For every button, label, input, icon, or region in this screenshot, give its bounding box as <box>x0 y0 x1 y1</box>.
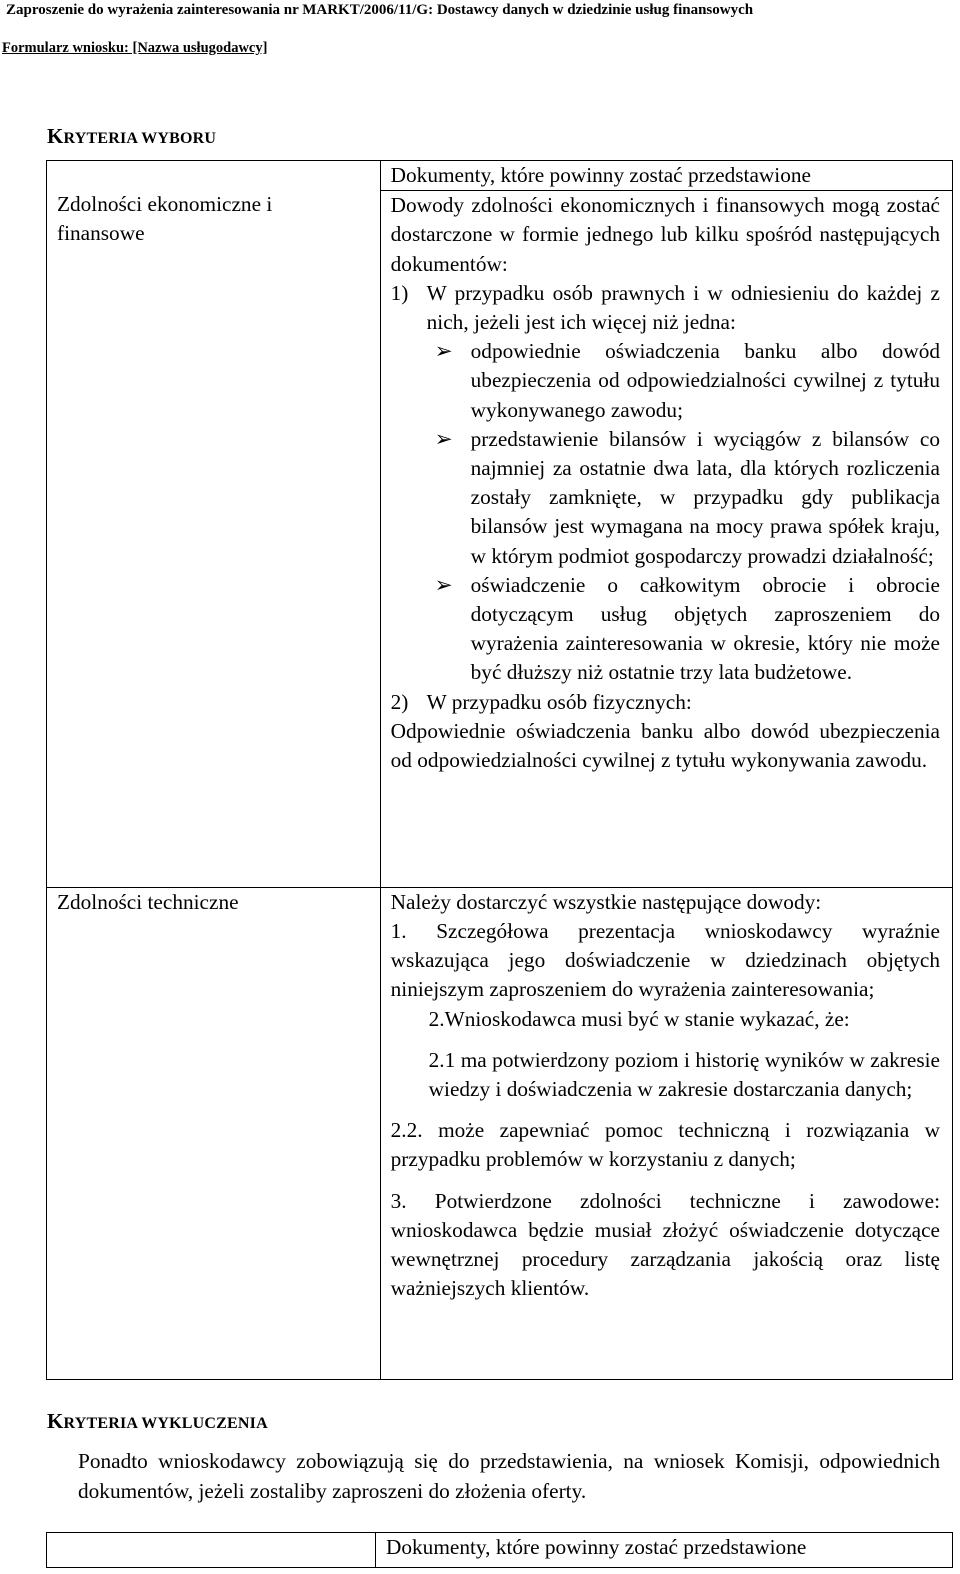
bullet-item: ➢ przedstawienie bilansów i wyciągów z bilansów co najmniej za ostatnie dwa lata, dla których rozliczenia zostały zamknięte, w przypadku gdy publikacja bilansów jest wymagana na mocy prawa spółek kraju, w którym podmiot gospodarczy prowadzi działalność; <box>434 426 940 568</box>
technical-point-2-1: 2.1 ma potwierdzony poziom i historię wyników w zakresie wiedzy i doświadczenia w zakresie dostarczania danych; <box>428 1047 940 1102</box>
technical-label: Zdolności techniczne <box>57 889 239 914</box>
documents-column-header: Dokumenty, które powinny zostać przedstawione <box>390 163 811 187</box>
bullet-item: ➢ odpowiednie oświadczenia banku albo dowód ubezpieczenia od odpowiedzialności cywilnej z tytułu wykonywanego zawodu; <box>434 339 940 422</box>
arrow-bullet-icon: ➢ <box>434 426 453 451</box>
form-label: Formularz wniosku: [Nazwa usługodawcy] <box>2 40 268 56</box>
section-selection-criteria-title: KRYTERIA WYBORU <box>47 124 217 148</box>
technical-point-1: 1. Szczegółowa prezentacja wnioskodawcy wyraźnie wskazująca jego doświadczenie w dziedzinach objętych niniejszym zaproszeniem do wyrażenia zainteresowania; <box>390 919 940 1002</box>
selection-criteria-table <box>46 160 953 1380</box>
bullet-item: ➢ oświadczenie o całkowitym obrocie i obrocie dotyczącym usług objętych zaproszeniem do wyrażenia zainteresowania w okresie, który nie może być dłuższy niż ostatnie trzy lata budżetowe. <box>434 572 940 685</box>
document-header-title: Zaproszenie do wyrażenia zainteresowania nr MARKT/2006/11/G: Dostawcy danych w dziedzinie usług finansowych <box>6 2 754 18</box>
item-2: 2) W przypadku osób fizycznych: <box>390 689 692 714</box>
economic-financial-label: Zdolności ekonomiczne i finansowe <box>57 192 273 246</box>
criteria-label-cell <box>47 161 381 888</box>
exclusion-documents-header: Dokumenty, które powinny zostać przedstawione <box>376 1533 953 1568</box>
technical-label-cell <box>47 887 381 1379</box>
technical-point-2-2: 2.2. może zapewniać pomoc techniczną i rozwiązania w przypadku problemów w korzystaniu z danych; <box>390 1118 940 1172</box>
item-2-body: Odpowiednie oświadczenia banku albo dowód ubezpieczenia od odpowiedzialności cywilnej z tytułu wykonywania zawodu. <box>390 718 940 773</box>
technical-point-2: 2.Wnioskodawca musi być w stanie wykazać, że: <box>428 1006 850 1031</box>
arrow-bullet-icon: ➢ <box>434 572 453 597</box>
technical-point-3: 3. Potwierdzone zdolności techniczne i zawodowe: wnioskodawca będzie musiał złożyć oświadczenie dotyczące wewnętrznej procedury zarządzania jakością oraz listę ważniejszych klientów. <box>390 1188 940 1301</box>
section-exclusion-criteria-title: KRYTERIA WYKLUCZENIA <box>47 1409 268 1433</box>
economic-intro: Dowody zdolności ekonomicznych i finansowych mogą zostać dostarczone w formie jednego lub kilku spośród następujących dokumentów: <box>390 193 940 276</box>
exclusion-documents-table <box>46 1532 953 1568</box>
exclusion-label-cell <box>47 1533 376 1568</box>
technical-documents-cell <box>380 887 952 1379</box>
item-1: 1) W przypadku osób prawnych i w odniesieniu do każdej z nich, jeżeli jest ich więcej niż jedna: <box>390 280 940 335</box>
documents-cell <box>380 161 952 888</box>
exclusion-paragraph: Ponadto wnioskodawcy zobowiązują się do przedstawienia, na wniosek Komisji, odpowiednich dokumentów, jeżeli zostaliby zaproszeni do złożenia oferty. <box>78 1449 940 1503</box>
arrow-bullet-icon: ➢ <box>434 339 453 364</box>
technical-intro: Należy dostarczyć wszystkie następujące dowody: <box>390 889 822 914</box>
